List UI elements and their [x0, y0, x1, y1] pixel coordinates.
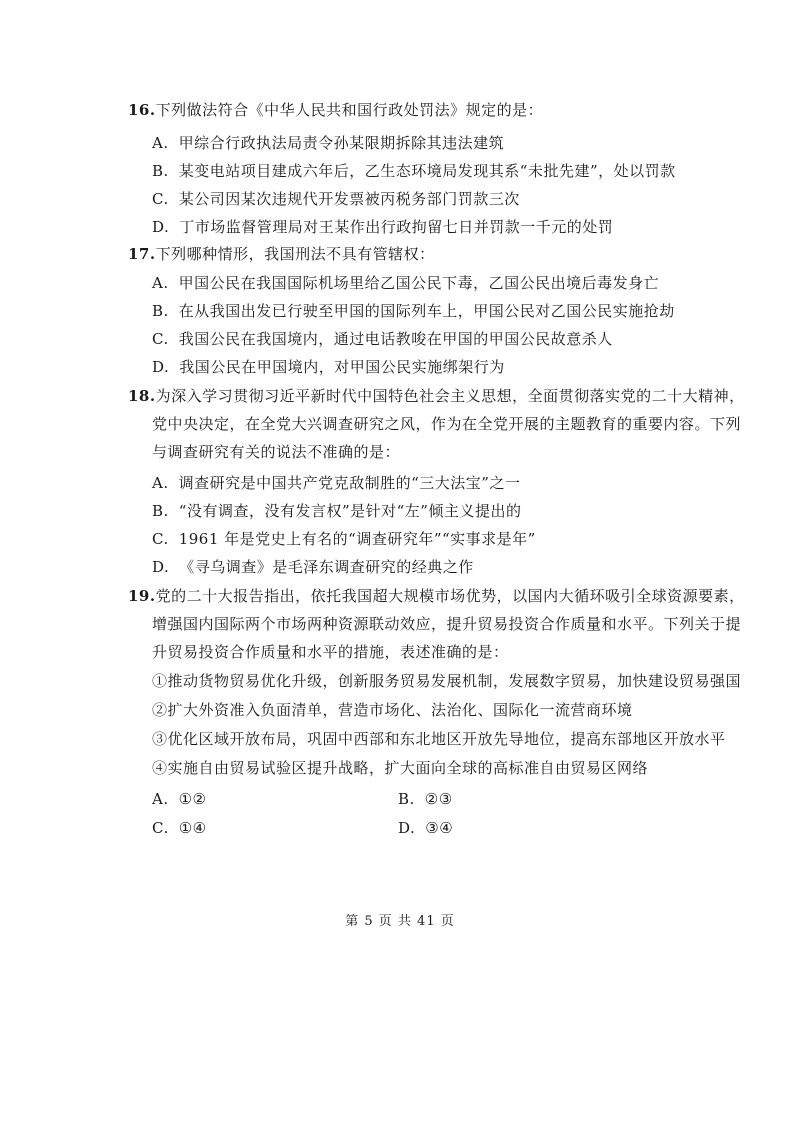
question-17-stem [128, 244, 435, 264]
option-label: B. [152, 502, 169, 520]
option-text: 甲国公民在我国国际机场里给乙国公民下毒，乙国公民出境后毒发身亡 [178, 274, 660, 292]
option-d [152, 557, 474, 577]
option-a [152, 473, 520, 493]
option-label: A. [152, 474, 169, 492]
question-number: 18. [128, 387, 156, 405]
option-text: ①② [178, 790, 207, 808]
option-text: 调查研究是中国共产党克敌制胜的“三大法宝”之一 [178, 474, 521, 492]
option-d [152, 357, 505, 377]
option-text: 我国公民在甲国境内，对甲国公民实施绑架行为 [179, 358, 505, 376]
question-18-stem-line-3: 与调查研究有关的说法不准确的是： [152, 443, 401, 461]
statement-3: ③优化区域开放布局，巩固中西部和东北地区开放先导地位，提高东部地区开放水平 [152, 730, 726, 748]
question-16-stem [128, 100, 543, 120]
option-label: A. [152, 790, 169, 808]
page-footer: 第 5 页 共 41 页 [345, 914, 455, 929]
question-19-stem-line-2: 增强国内国际两个市场两种资源联动效应，提升贸易投资合作质量和水平。下列关于提 [152, 615, 742, 633]
option-label: B. [152, 162, 169, 180]
option-d [152, 217, 613, 237]
option-c [152, 818, 207, 838]
question-19-stem-line-1 [128, 586, 745, 606]
option-b [152, 301, 675, 321]
option-text: 某公司因某次违规代开发票被丙税务部门罚款三次 [178, 190, 520, 208]
option-a [152, 789, 207, 809]
stem-text: 下列做法符合《中华人民共和国行政处罚法》规定的是： [155, 101, 544, 119]
question-19-stem-line-3: 升贸易投资合作质量和水平的措施，表述准确的是： [152, 643, 509, 661]
option-label: D. [152, 218, 170, 236]
option-label: D. [398, 819, 416, 837]
option-text: ③④ [425, 819, 454, 837]
option-a [152, 133, 504, 153]
option-text: 在从我国出发已行驶至甲国的国际列车上，甲国公民对乙国公民实施抢劫 [178, 302, 675, 320]
option-b [152, 501, 521, 521]
statement-1: ①推动货物贸易优化升级，创新服务贸易发展机制，发展数字贸易，加快建设贸易强国 [152, 672, 742, 690]
option-text: 我国公民在我国境内，通过电话教唆在甲国的甲国公民故意杀人 [178, 330, 613, 348]
option-label: D. [152, 358, 170, 376]
option-label: A. [152, 274, 169, 292]
option-text: 《寻乌调查》是毛泽东调查研究的经典之作 [179, 558, 474, 576]
question-number: 16. [128, 101, 156, 119]
option-text: “没有调查，没有发言权”是针对“左”倾主义提出的 [178, 502, 522, 520]
question-number: 19. [128, 587, 156, 605]
option-label: C. [152, 190, 169, 208]
option-label: C. [152, 330, 169, 348]
stem-text: 党的二十大报告指出，依托我国超大规模市场优势，以国内大循环吸引全球资源要素， [155, 587, 745, 605]
option-label: D. [152, 558, 170, 576]
option-a [152, 273, 659, 293]
option-c [152, 189, 520, 209]
option-label: A. [152, 134, 169, 152]
option-b [398, 789, 453, 809]
statement-4: ④实施自由贸易试验区提升战略，扩大面向全球的高标准自由贸易区网络 [152, 759, 649, 777]
option-d [398, 818, 453, 838]
option-c [152, 529, 536, 549]
option-text: 甲综合行政执法局责令孙某限期拆除其违法建筑 [178, 134, 505, 152]
option-c [152, 329, 613, 349]
option-text: ②③ [424, 790, 453, 808]
question-18-stem-line-2: 党中央决定，在全党大兴调查研究之风，作为在全党开展的主题教育的重要内容。下列 [152, 415, 742, 433]
stem-text: 下列哪种情形，我国刑法不具有管辖权： [155, 245, 435, 263]
question-18-stem-line-1 [128, 386, 745, 406]
option-text: 某变电站项目建成六年后，乙生态环境局发现其系“未批先建”，处以罚款 [178, 162, 676, 180]
option-text: ①④ [178, 819, 207, 837]
option-label: B. [152, 302, 169, 320]
question-number: 17. [128, 245, 156, 263]
option-label: C. [152, 819, 169, 837]
option-label: C. [152, 530, 169, 548]
option-text: 丁市场监督管理局对王某作出行政拘留七日并罚款一千元的处罚 [179, 218, 614, 236]
statement-2: ②扩大外资准入负面清单，营造市场化、法治化、国际化一流营商环境 [152, 701, 633, 719]
option-b [152, 161, 676, 181]
option-text: 1961 年是党史上有名的“调查研究年”“实事求是年” [178, 530, 536, 548]
stem-text: 为深入学习贯彻习近平新时代中国特色社会主义思想，全面贯彻落实党的二十大精神， [155, 387, 745, 405]
option-label: B. [398, 790, 415, 808]
